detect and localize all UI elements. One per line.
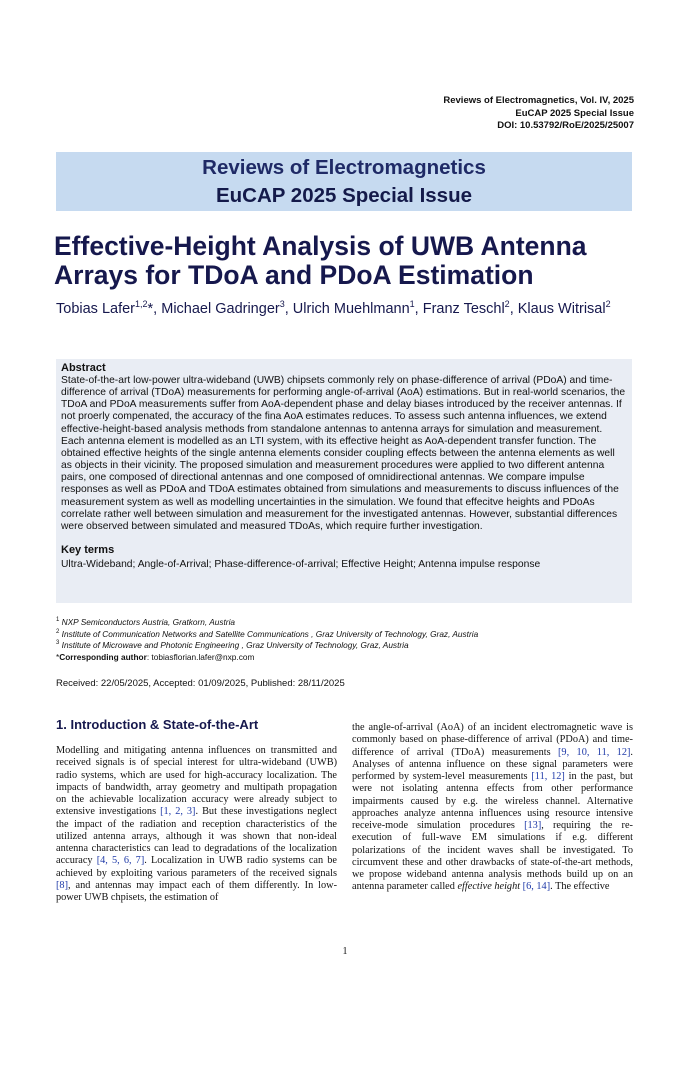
corresponding-author: *Corresponding author: tobiasflorian.lafer@nxp.com xyxy=(56,651,255,662)
right-column-text: the angle-of-arrival (AoA) of an incident electromagnetic wave is commonly based on phase-difference of arrival (PDoA) and time-difference of arrival (TDoA) measurements [9, 10, 11, 12]. Analyses of antenna influence on these signal parameters were performed by system-level measurements [11, 12] in the past, but were not isolating antenna effects from other performance impairments caused by e.g. the wireless channel. Alternative approaches analyze antenna influences using resource intensive receive-mode simulation procedures [13], requiring the re-execution of full-wave EM simulations if e.g. different polarizations of the incident waves shall be investigated. To circumvent these and other drawbacks of state-of-the-art methods, we propose wideband antenna analysis methods build up on an antenna parameter called effective height [6, 14]. The effective xyxy=(352,722,633,893)
citation-link[interactable]: [9, 10, 11, 12] xyxy=(558,746,631,758)
abstract-heading: Abstract xyxy=(61,362,106,374)
author-1: Tobias Lafer$^{1,2}$*, xyxy=(56,299,162,317)
key-terms-text: Ultra-Wideband; Angle-of-Arrival; Phase-difference-of-arrival; Effective Height; Antenna impulse response xyxy=(61,559,541,571)
journal-banner xyxy=(56,152,632,211)
affiliation-2: $^2$ Institute of Communication Networks and Satellite Communications , Graz University of Technology, Graz, Austria xyxy=(56,628,479,639)
affiliation-1: $^1$ NXP Semiconductors Austria, Gratkorn, Austria xyxy=(56,617,236,627)
author-list xyxy=(56,300,636,319)
affiliations xyxy=(56,617,636,663)
author-2: Michael Gadringer$^3$, xyxy=(161,299,293,317)
journal-volume: Reviews of Electromagnetics, Vol. IV, 2025 xyxy=(443,95,634,106)
author-3: Ulrich Muehlmann$^1$, xyxy=(292,299,423,317)
journal-header xyxy=(443,95,634,133)
citation-link[interactable]: [6, 14] xyxy=(522,881,551,893)
citation-link[interactable]: [11, 12] xyxy=(531,771,565,782)
citation-link[interactable]: [4, 5, 6, 7] xyxy=(96,855,145,867)
abstract-box xyxy=(56,359,632,603)
author-5: Klaus Witrisal$^2$ xyxy=(517,299,611,317)
emphasized-term: effective height xyxy=(457,881,521,893)
affiliation-3: $^3$ Institute of Microwave and Photonic Engineering , Graz University of Technology, Graz, Austria xyxy=(56,640,409,650)
doi: DOI: 10.53792/RoE/2025/25007 xyxy=(497,120,634,131)
key-terms-heading: Key terms xyxy=(61,544,115,557)
banner-journal-name: Reviews of Electromagnetics xyxy=(202,156,486,179)
publication-dates: Received: 22/05/2025, Accepted: 01/09/2025, Published: 28/11/2025 xyxy=(56,678,345,689)
section-title: 1. Introduction & State-of-the-Art xyxy=(56,717,259,732)
left-column-text: Modelling and mitigating antenna influences on transmitted and received signals is of special interest for ultra-wideband (UWB) radio systems, which are used for high-accuracy localization. The impacts of bandwidth, array geometry and multipath propagation on the achievable localization accuracy were already subject to extensive investigations [1, 2, 3]. But these investigations neglect the impact of the radiation and reception characteristics of the utilized antenna arrays, although it was shown that non-ideal antenna characteristics can lead to degradations of the localization accuracy [4, 5, 6, 7]. Localization in UWB radio systems can be achieved by exploiting various parameters of the received signals [8], and antennas may impact each of them differently. In low-power UWB chpisets, the estimation of xyxy=(56,745,337,903)
author-4: Franz Teschl$^2$, xyxy=(422,299,518,317)
citation-link[interactable]: [8] xyxy=(56,879,69,891)
citation-link[interactable]: [13] xyxy=(524,820,542,831)
paper-title: Effective-Height Analysis of UWB Antenna Arrays for TDoA and PDoA Estimation xyxy=(54,231,587,290)
citation-link[interactable]: [1, 2, 3] xyxy=(160,806,196,818)
page-number: 1 xyxy=(342,946,348,957)
corresponding-email[interactable]: : tobiasflorian.lafer@nxp.com xyxy=(146,651,255,662)
banner-issue-name: EuCAP 2025 Special Issue xyxy=(215,184,472,207)
journal-issue: EuCAP 2025 Special Issue xyxy=(515,107,634,119)
abstract-text: State-of-the-art low-power ultra-wideband (UWB) chipsets commonly rely on phase-difference of arrival (PDoA) and time-difference of arrival (TDoA) measurements for performing angle-of-arrival (AoA) estimations. But in real-world scenarios, the TDoA and PDoA measurements suffer from AoA-dependent phase and delay biases introduced by the receiver antennas. If not proerly compenated, the accuracy of the fina AoA estimates reduces. To assess such antenna influences, we extend effective-height-based analysis methods from standalone antennas to antenna arrays for simulation and measurement. Each antenna element is modelled as an LTI system, with its effective height as AoA-dependent transfer function. The obtained effective heights of the single antenna elements consider coupling effects between the antenna elements as well as objects in their vicinity. The proposed simulation and measurement procedures were applied to two different antenna pairs, one composed of directional antennas and one composed of omnidirectional antennas. We compare impulse responses as well as PDoA and TDoA estimates obtained from simulations and measurements to discuss influences of the measurement system as well as modelling uncertainties in the simulation. We found that effecitve heights and PDoAs correlate rather well between simulation and measurement for the investigated antennas. However, substantial differences were observed between simulated and measured TDoAs, which require further investigation. xyxy=(61,375,626,532)
